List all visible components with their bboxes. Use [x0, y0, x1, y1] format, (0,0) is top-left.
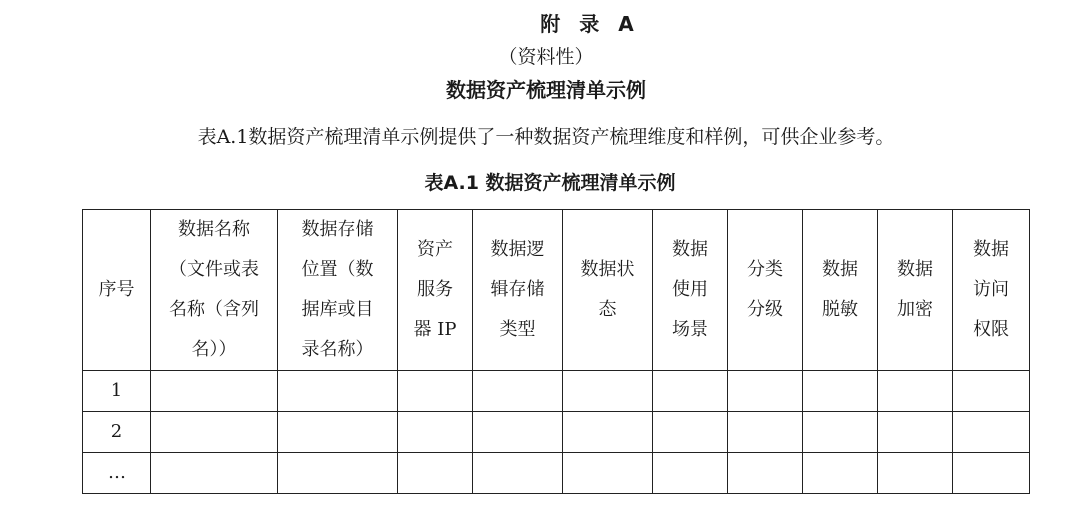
table-cell	[653, 412, 728, 453]
table-cell	[728, 412, 803, 453]
table-cell	[278, 371, 398, 412]
header-logical-storage-type: 数据逻 辑存储 类型	[473, 210, 563, 371]
table-cell	[563, 453, 653, 494]
table-header-row	[83, 210, 1030, 371]
table-cell	[728, 371, 803, 412]
header-usage-scenario: 数据 使用 场景	[653, 210, 728, 371]
header-server-ip: 资产 服务 器 IP	[398, 210, 473, 371]
header-data-name: 数据名称 （文件或表 名称（含列 名））	[151, 210, 278, 371]
table-cell	[953, 371, 1030, 412]
table-cell	[278, 412, 398, 453]
header-classification: 分类 分级	[728, 210, 803, 371]
table-cell	[473, 453, 563, 494]
header-serial-number: 序号	[83, 210, 151, 371]
table-cell	[803, 412, 878, 453]
header-access-permission: 数据 访问 权限	[953, 210, 1030, 371]
table-cell	[878, 412, 953, 453]
appendix-heading: 附 录 A	[540, 12, 640, 36]
table-cell	[151, 412, 278, 453]
header-masking: 数据 脱敏	[803, 210, 878, 371]
table-cell	[151, 371, 278, 412]
table-cell	[398, 412, 473, 453]
header-data-status: 数据状 态	[563, 210, 653, 371]
table-cell	[878, 371, 953, 412]
table-cell	[278, 453, 398, 494]
table-cell	[803, 371, 878, 412]
table-row	[83, 412, 1030, 453]
header-encryption: 数据 加密	[878, 210, 953, 371]
table-cell	[563, 371, 653, 412]
table-cell	[653, 371, 728, 412]
table-cell-serial: …	[83, 453, 151, 494]
table-cell-serial: 2	[83, 412, 151, 453]
header-storage-location: 数据存储 位置（数 据库或目 录名称）	[278, 210, 398, 371]
table-cell	[728, 453, 803, 494]
table-cell	[953, 453, 1030, 494]
table-cell	[953, 412, 1030, 453]
table-caption: 表A.1 数据资产梳理清单示例	[424, 172, 676, 194]
table-cell	[563, 412, 653, 453]
appendix-title: 数据资产梳理清单示例	[446, 78, 646, 102]
table-row	[83, 453, 1030, 494]
asset-inventory-table	[82, 209, 1030, 494]
table-cell	[653, 453, 728, 494]
table-cell	[473, 412, 563, 453]
table-cell	[803, 453, 878, 494]
table-row	[83, 371, 1030, 412]
table-cell	[398, 371, 473, 412]
table-cell-serial: 1	[83, 371, 151, 412]
table-cell	[473, 371, 563, 412]
appendix-nature: （资料性）	[498, 46, 594, 68]
table-cell	[398, 453, 473, 494]
table-cell	[151, 453, 278, 494]
intro-paragraph: 表A.1数据资产梳理清单示例提供了一种数据资产梳理维度和样例，可供企业参考。	[197, 126, 895, 148]
table-cell	[878, 453, 953, 494]
